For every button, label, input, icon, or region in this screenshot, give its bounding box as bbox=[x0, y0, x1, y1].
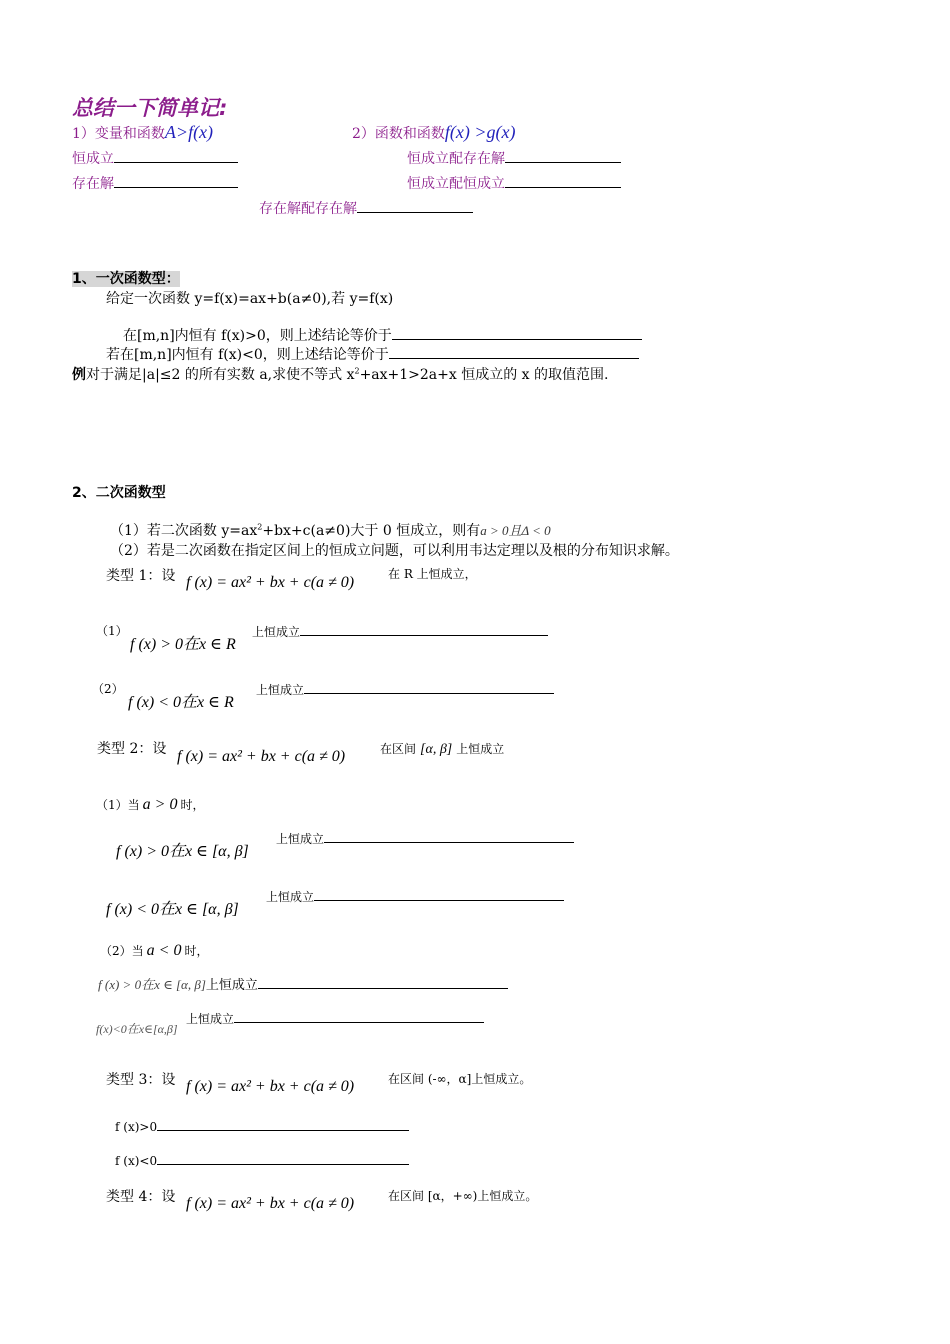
summary-title: 总结一下简单记: bbox=[72, 96, 228, 120]
answer-blank[interactable] bbox=[357, 198, 473, 213]
type2-function: f (x) = ax² + bx + c(a ≠ 0) bbox=[177, 748, 346, 765]
summary-right-row-label: 恒成立配存在解 bbox=[407, 151, 505, 167]
case-pos: （1）当 a > 0 时， bbox=[96, 796, 205, 813]
summary-center-row-label: 存在解配存在解 bbox=[259, 201, 357, 217]
summary-right-row bbox=[407, 173, 621, 193]
summary-left-row-label: 恒成立 bbox=[72, 151, 114, 167]
summary-item-2-math: f(x) >g(x) bbox=[444, 122, 516, 142]
section1-given: 给定一次函数 y=f(x)=ax+b(a≠0),若 y=f(x) bbox=[106, 291, 394, 307]
summary-center-row bbox=[259, 198, 473, 218]
pos-gt-math: f (x) > 0在x ∈ [α, β] bbox=[116, 843, 249, 860]
answer-blank[interactable] bbox=[505, 148, 621, 163]
answer-blank[interactable] bbox=[304, 679, 554, 694]
type4-condition: 在区间 [α，+∞)上恒成立。 bbox=[388, 1189, 538, 1203]
case-neg: （2）当 a < 0 时， bbox=[100, 942, 209, 959]
summary-item-2 bbox=[352, 122, 516, 143]
section1-example: 例对于满足|a|≤2 的所有实数 a,求使不等式 $x^2+ax+1>2a+x$ 恒成立的 x 的取值范围. bbox=[72, 366, 609, 383]
section1-line-b: 若在[m,n]内恒有 f(x)<0，则上述结论等价于 bbox=[106, 344, 639, 364]
summary-item-1-math: A>f(x) bbox=[164, 122, 214, 142]
summary-left-row bbox=[72, 173, 238, 193]
answer-blank[interactable] bbox=[157, 1150, 409, 1165]
neg-lt-math: f(x)<0在x∈[α,β] bbox=[96, 1022, 178, 1036]
type1-sub1-num: （1） bbox=[96, 624, 128, 638]
type1-function: f (x) = ax² + bx + c(a ≠ 0) bbox=[186, 574, 355, 591]
summary-left-row bbox=[72, 148, 238, 168]
section2-point2: （2）若是二次函数在指定区间上的恒成立问题，可以利用韦达定理以及根的分布知识求解。 bbox=[110, 543, 679, 559]
pos-lt-math: f (x) < 0在x ∈ [α, β] bbox=[106, 901, 239, 918]
answer-blank[interactable] bbox=[258, 974, 508, 989]
pos-gt-holds: 上恒成立 bbox=[276, 828, 574, 847]
pos-lt-holds: 上恒成立 bbox=[266, 886, 564, 905]
answer-blank[interactable] bbox=[505, 173, 621, 188]
section2-heading: 2、二次函数型 bbox=[72, 485, 166, 501]
type3-lt: f (x)<0 bbox=[115, 1150, 409, 1168]
answer-blank[interactable] bbox=[392, 325, 642, 340]
type3-gt: f (x)>0 bbox=[115, 1116, 409, 1134]
summary-left-row-label: 存在解 bbox=[72, 176, 114, 192]
summary-item-1-label: 1）变量和函数 bbox=[72, 126, 165, 142]
type1-sub2-num: （2） bbox=[92, 682, 124, 696]
summary-item-1 bbox=[72, 122, 213, 143]
summary-right-row-label: 恒成立配恒成立 bbox=[407, 176, 505, 192]
summary-item-2-label: 2）函数和函数 bbox=[352, 126, 445, 142]
answer-blank[interactable] bbox=[314, 886, 564, 901]
type3-label: 类型 3：设 bbox=[106, 1072, 176, 1088]
type1-condition: 在 R 上恒成立， bbox=[388, 567, 477, 581]
type2-condition: 在区间 [α, β] 上恒成立 bbox=[380, 742, 505, 757]
answer-blank[interactable] bbox=[114, 148, 238, 163]
answer-blank[interactable] bbox=[300, 621, 548, 636]
neg-gt: f (x) > 0在x ∈ [α, β]上恒成立 bbox=[98, 974, 508, 993]
section1-heading: 1、一次函数型： bbox=[72, 271, 180, 287]
section1-line-a: 在[m,n]内恒有 f(x)>0，则上述结论等价于 bbox=[123, 325, 642, 345]
answer-blank[interactable] bbox=[234, 1008, 484, 1023]
answer-blank[interactable] bbox=[157, 1116, 409, 1131]
type2-label: 类型 2：设 bbox=[97, 741, 167, 757]
type1-label: 类型 1：设 bbox=[106, 568, 176, 584]
summary-right-row bbox=[407, 148, 621, 168]
type1-sub1-math: f (x) > 0在x ∈ R bbox=[130, 636, 236, 653]
type1-sub2-math: f (x) < 0在x ∈ R bbox=[128, 694, 234, 711]
section2-point1: （1）若二次函数 $y=ax^2+bx+c(a\ne 0)$大于 0 恒成立，则有a > 0且Δ < 0 bbox=[110, 522, 551, 539]
answer-blank[interactable] bbox=[324, 828, 574, 843]
answer-blank[interactable] bbox=[389, 344, 639, 359]
type3-condition: 在区间 (-∞，α]上恒成立。 bbox=[388, 1072, 532, 1086]
type1-sub1-holds: 上恒成立 bbox=[252, 621, 548, 640]
type3-function: f (x) = ax² + bx + c(a ≠ 0) bbox=[186, 1078, 355, 1095]
answer-blank[interactable] bbox=[114, 173, 238, 188]
type1-sub2-holds: 上恒成立 bbox=[256, 679, 554, 698]
type4-label: 类型 4：设 bbox=[106, 1189, 176, 1205]
type4-function: f (x) = ax² + bx + c(a ≠ 0) bbox=[186, 1195, 355, 1212]
neg-lt-holds: 上恒成立 bbox=[186, 1008, 484, 1027]
